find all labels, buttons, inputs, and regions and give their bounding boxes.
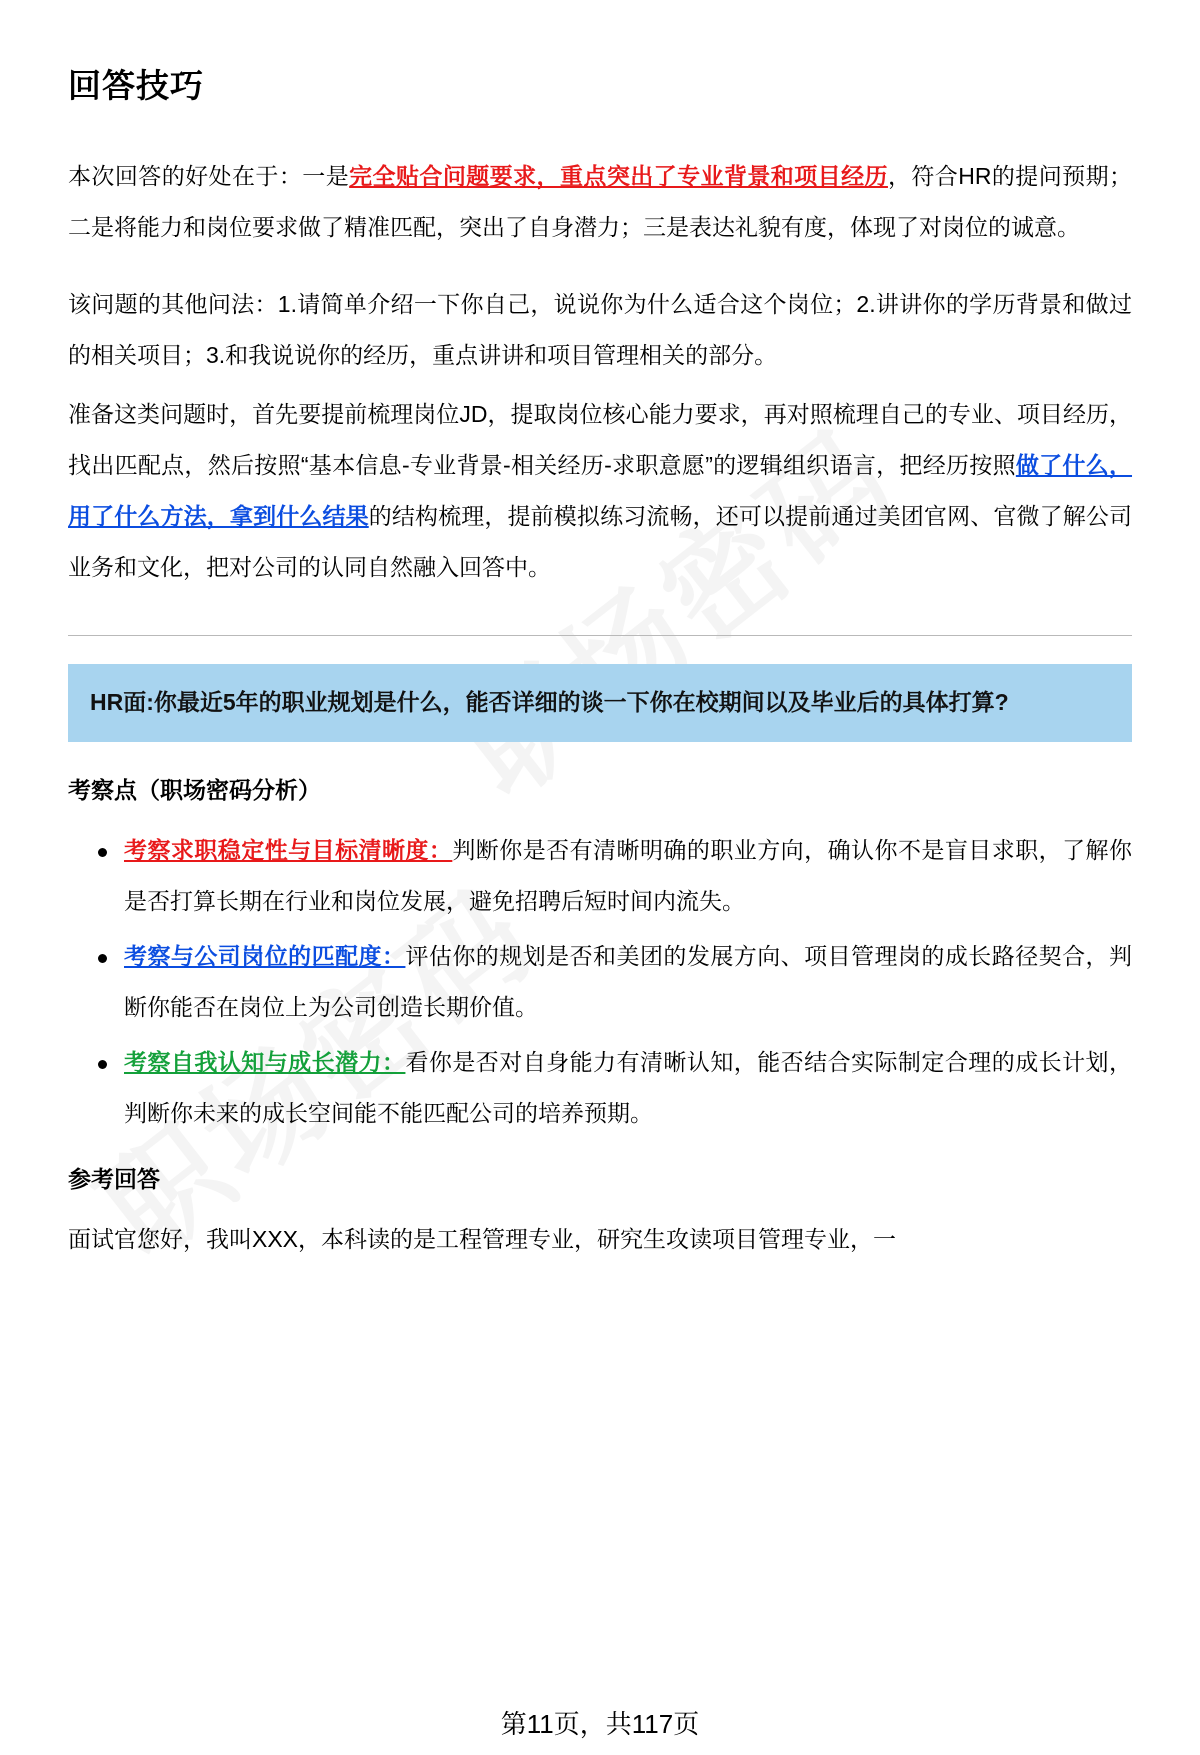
tips-para3-pre: 准备这类问题时，首先要提前梳理岗位JD，提取岗位核心能力要求，再对照梳理自己的专业、项目经历，找出匹配点，然后按照“基本信息-专业背景-相关经历-求职意愿”的逻辑组织语言，把经历按照 — [68, 401, 1132, 478]
tips-para1-pre: 本次回答的好处在于：一是 — [68, 163, 350, 189]
tips-para1-post: ，符合HR的提问预期；二是将能力和岗位要求做了精准匹配，突出了自身潜力；三是表达礼貌有度，体现了对岗位的诚意。 — [68, 163, 1132, 240]
tips-para3-highlight: 做了什么，用了什么方法，拿到什么结果 — [68, 452, 1133, 529]
tips-paragraph-3 — [68, 389, 1132, 593]
document-content — [68, 60, 1132, 1265]
examine-item-body: 判断你是否有清晰明确的职业方向，确认你不是盲目求职，了解你是否打算长期在行业和岗位发展，避免招聘后短时间内流失。 — [124, 837, 1133, 914]
tips-para3-post: 的结构梳理，提前模拟练习流畅，还可以提前通过美团官网、官微了解公司业务和文化，把对公司的认同自然融入回答中。 — [68, 503, 1133, 580]
list-item — [124, 825, 1132, 927]
section-divider — [68, 635, 1132, 636]
question-banner: HR面:你最近5年的职业规划是什么，能否详细的谈一下你在校期间以及毕业后的具体打算? — [68, 664, 1132, 742]
list-item — [124, 931, 1132, 1033]
examine-item-label: 考察求职稳定性与目标清晰度： — [124, 837, 453, 863]
examine-item-label: 考察与公司岗位的匹配度： — [124, 943, 406, 969]
examine-item-body: 看你是否对自身能力有清晰认知，能否结合实际制定合理的成长计划，判断你未来的成长空间能不能匹配公司的培养预期。 — [124, 1049, 1133, 1126]
examine-item-label: 考察自我认知与成长潜力： — [124, 1049, 406, 1075]
tips-para1-highlight: 完全贴合问题要求，重点突出了专业背景和项目经历 — [349, 163, 888, 189]
examine-list — [68, 825, 1132, 1139]
page-footer: 第11页，共117页 — [500, 1709, 700, 1739]
page-title: 回答技巧 — [68, 67, 204, 104]
tips-paragraph-1 — [68, 151, 1132, 253]
answer-heading: 参考回答 — [68, 1166, 160, 1192]
tips-paragraph-2: 该问题的其他问法：1.请简单介绍一下你自己，说说你为什么适合这个岗位；2.讲讲你的学历背景和做过的相关项目；3.和我说说你的经历，重点讲讲和项目管理相关的部分。 — [68, 291, 1132, 368]
list-item — [124, 1037, 1132, 1139]
examine-item-body: 评估你的规划是否和美团的发展方向、项目管理岗的成长路径契合，判断你能否在岗位上为公司创造长期价值。 — [124, 943, 1133, 1020]
answer-paragraph: 面试官您好，我叫XXX，本科读的是工程管理专业，研究生攻读项目管理专业，一 — [68, 1226, 897, 1252]
examine-heading: 考察点（职场密码分析） — [68, 777, 321, 803]
